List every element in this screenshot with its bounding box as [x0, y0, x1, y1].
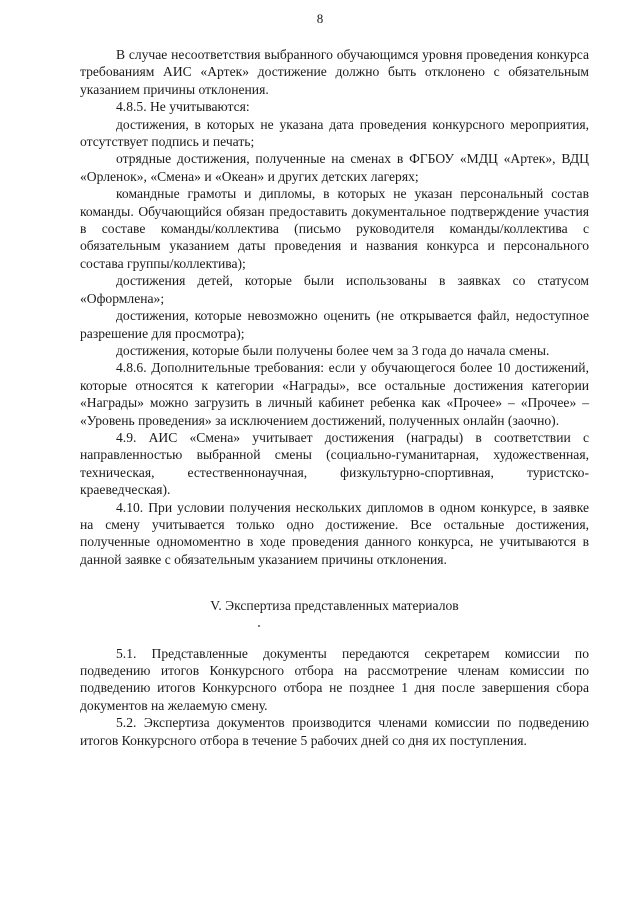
- paragraph: 4.8.5. Не учитываются:: [116, 99, 250, 115]
- paragraph: 5.2. Экспертиза документов производится членами комиссии по подведению итогов Конкурсного отбора в течение 5 рабочих дней со дня их поступления.: [80, 715, 589, 748]
- scan-speck: [258, 625, 260, 627]
- paragraph: отрядные достижения, полученные на сменах в ФГБОУ «МДЦ «Артек», ВДЦ «Орленок», «Смена» и «Океан» и других детских лагерях;: [80, 151, 589, 184]
- paragraph: достижения, которые были получены более чем за 3 года до начала смены.: [116, 342, 550, 358]
- paragraph: достижения, которые невозможно оценить (не открывается файл, недоступное разрешение для просмотра);: [80, 308, 589, 341]
- paragraph: 4.8.6. Дополнительные требования: если у обучающегося более 10 достижений, которые относятся к категории «Награды», все остальные достижения категории «Награды» можно загрузить в личный кабинет ребенка как «Прочее» – «Прочее» – «Уровень проведения» за исключением достижений, полученных онлайн (заочно).: [80, 360, 589, 428]
- paragraph: командные грамоты и дипломы, в которых не указан персональный состав команды. Обучающийся обязан предоставить документальное подтверждение участия в составе команды/коллектива (письмо руководителя команды/коллектива с обязательным указанием даты проведения и названия конкурса и персонального состава группы/коллектива);: [80, 186, 589, 271]
- paragraph: В случае несоответствия выбранного обучающимся уровня проведения конкурса требованиям АИС «Артек» достижение должно быть отклонено с обязательным указанием причины отклонения.: [80, 47, 589, 97]
- paragraph: 5.1. Представленные документы передаются секретарем комиссии по подведению итогов Конкурсного отбора на рассмотрение членам комиссии по подведению итогов Конкурсного отбора не позднее 1 дня после завершения сбора документов на желаемую смену.: [80, 645, 589, 713]
- paragraph: 4.9. АИС «Смена» учитывает достижения (награды) в соответствии с направленностью выбранной смены (социально-гуманитарная, художественная, техническая, естественнонаучная, физкультурно-спортивная, туристско-краеведческая).: [80, 429, 589, 498]
- document-body: [80, 46, 589, 749]
- page-number: 8: [316, 11, 324, 26]
- paragraph: достижения детей, которые были использованы в заявках со статусом «Оформлена»;: [80, 273, 589, 306]
- section-heading: V. Экспертиза представленных материалов: [210, 598, 459, 614]
- paragraph: достижения, в которых не указана дата проведения конкурсного мероприятия, отсутствует подпись и печать;: [80, 116, 589, 150]
- paragraph: 4.10. При условии получения нескольких дипломов в одном конкурсе, в заявке на смену учитывается только одно достижение. Все остальные достижения, полученные одномоментно в ходе проведения данного конкурса, не учитываются в данной заявке с обязательным указанием причины отклонения.: [80, 499, 589, 567]
